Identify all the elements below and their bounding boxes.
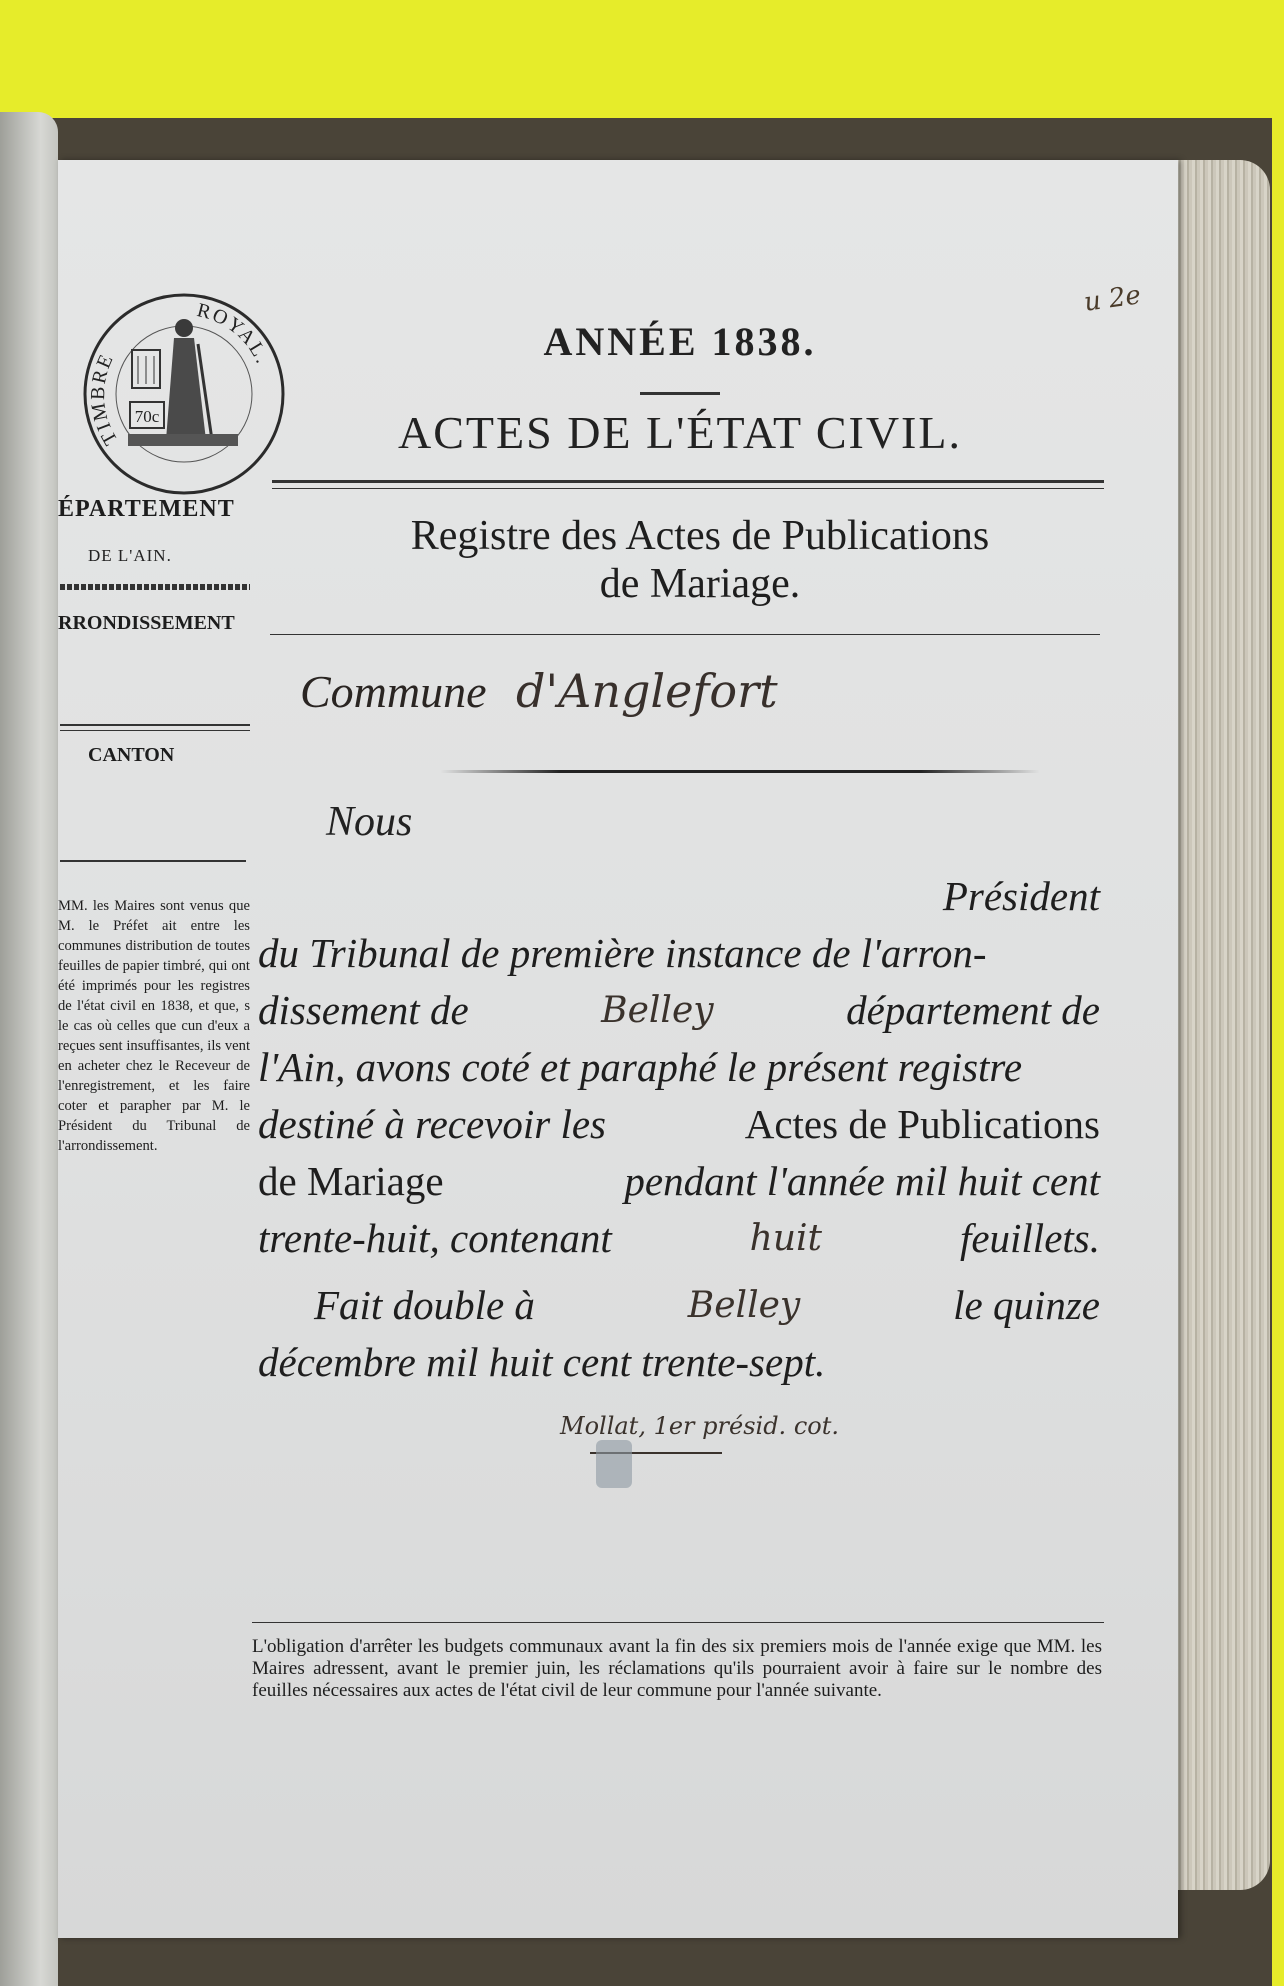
- text-line-3: l'Ain, avons coté et paraphé le présent registre: [258, 1044, 1023, 1090]
- certification-text: [258, 868, 1100, 1391]
- page-title: ACTES DE L'ÉTAT CIVIL.: [398, 407, 962, 458]
- corner-handwritten-note: u 2e: [1082, 280, 1143, 318]
- text-line-6a: trente-huit, contenant: [258, 1215, 612, 1261]
- text-line-7a: Fait double à: [314, 1282, 535, 1328]
- departement-label: ÉPARTEMENT: [58, 496, 235, 522]
- text-line-7b: le quinze: [953, 1282, 1100, 1328]
- register-subtitle-line1: Registre des Actes de Publications: [410, 513, 990, 559]
- text-line-1: du Tribunal de première instance de l'arron-: [258, 930, 987, 976]
- canton-label: CANTON: [88, 744, 175, 766]
- footer-rule: [252, 1622, 1104, 1623]
- title-rule-thick: [272, 480, 1104, 483]
- text-line-6: [258, 1210, 1100, 1267]
- text-line-2b: département de: [846, 987, 1100, 1033]
- left-divider: [60, 724, 250, 726]
- register-subtitle: [300, 512, 1100, 608]
- stamp-left-text: TIMBRE: [86, 349, 123, 449]
- left-instruction-note: MM. les Maires sont venus que M. le Préfet ait entre les communes distribution de toutes feuilles de papier timbré, qui ont été imprimés pour les registres de l'état civil en 1838, et que, s le cas où celles que cun d'eux a reçues sent insuffisantes, ils vent en acheter chez le Receveur de l'enregistrement, et les faire coter et parapher par M. le Président du Tribunal de l'arrondissement.: [58, 898, 250, 1154]
- stamp-value: 70c: [134, 407, 160, 426]
- text-line-8: décembre mil huit cent trente-sept.: [258, 1339, 826, 1385]
- text-line-5b: pendant l'année mil huit cent: [624, 1158, 1100, 1204]
- arrondissement-label: RRONDISSEMENT: [58, 612, 235, 634]
- text-line-4b: Actes de Publications: [744, 1101, 1100, 1147]
- commune-handwritten: d'Anglefort: [516, 664, 778, 718]
- president-signature: Mollat, 1er présid. cot.: [560, 1412, 839, 1440]
- text-line-2a: dissement de: [258, 987, 469, 1033]
- wavy-divider: [60, 584, 250, 590]
- left-divider-thin: [60, 730, 250, 731]
- timbre-royal-stamp: [80, 290, 288, 498]
- register-subtitle-line2: de Mariage.: [599, 561, 801, 607]
- commune-ornament: [440, 770, 1040, 773]
- budget-obligation-note: L'obligation d'arrêter les budgets communaux avant la fin des six premiers mois de l'année exige que MM. les Maires adressent, avant le premier juin, les réclamations qu'ils pourraient avoir à faire sur le nombre des feuilles nécessaires aux actes de l'état civil de leur commune pour l'année suivante.: [252, 1636, 1102, 1701]
- text-line-6b: feuillets.: [959, 1215, 1100, 1261]
- nous-word: Nous: [326, 799, 413, 845]
- text-line-4a: destiné à recevoir les: [258, 1101, 606, 1147]
- title-rule-thin: [272, 488, 1104, 489]
- handwritten-belley-1: Belley: [601, 990, 714, 1031]
- commune-line: [300, 664, 778, 718]
- text-line-5a: de Mariage: [258, 1158, 444, 1204]
- stamp-right-text: ROYAL.: [194, 299, 275, 369]
- handwritten-belley-2: Belley: [687, 1285, 801, 1326]
- text-line-5: [258, 1153, 1100, 1210]
- handwritten-huit: huit: [749, 1218, 823, 1259]
- text-line-7: [258, 1277, 1100, 1334]
- text-line-4: [258, 1096, 1100, 1153]
- president-word: Président: [942, 873, 1100, 919]
- subtitle-rule: [270, 634, 1100, 635]
- left-page-edge: [0, 112, 58, 1986]
- departement-ain-label: DE L'AIN.: [88, 546, 172, 565]
- text-line-2: [258, 982, 1100, 1039]
- year-ornament: [640, 392, 720, 395]
- ink-blot: [596, 1440, 632, 1488]
- left-divider-bottom: [60, 860, 246, 862]
- year-heading: ANNÉE 1838.: [543, 319, 817, 364]
- commune-label: Commune: [300, 666, 487, 717]
